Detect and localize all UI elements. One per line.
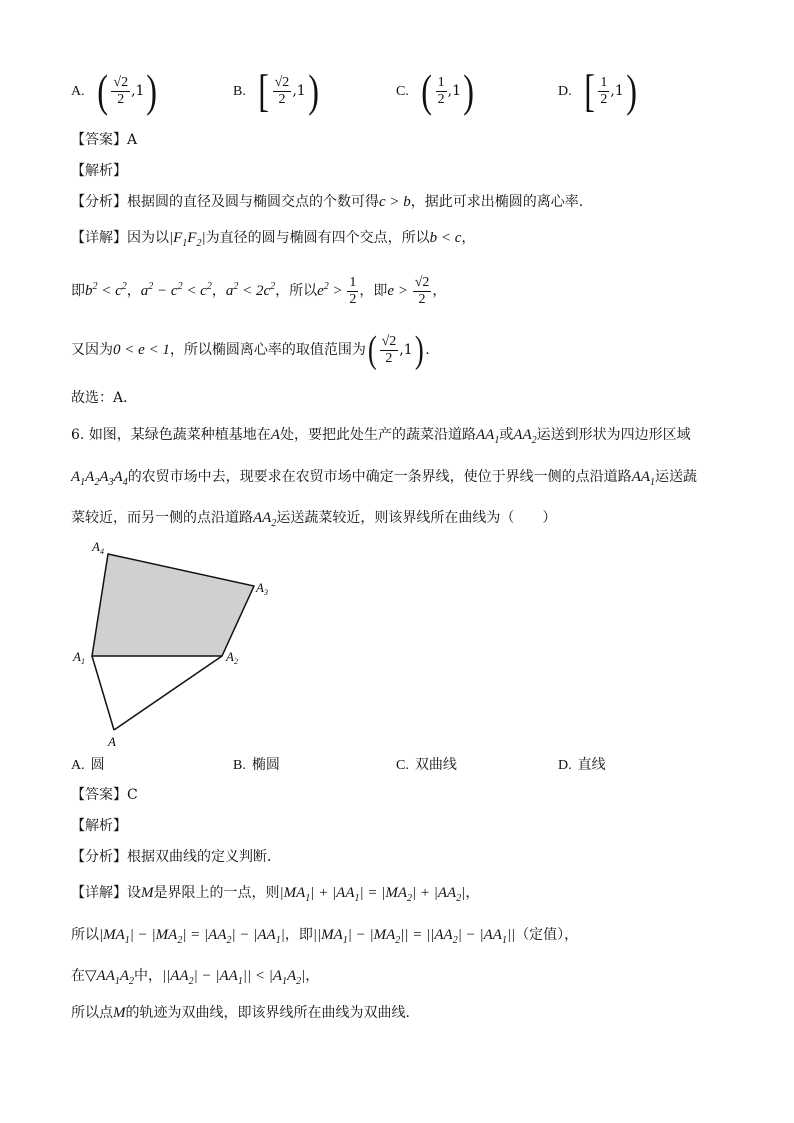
label-a1: $A_1$ xyxy=(73,649,85,666)
q5-option-c[interactable]: C. ( $\frac{1}{2}$ ,1) xyxy=(396,65,475,116)
q5-answer xyxy=(71,130,137,150)
label-a2: $A_2$ xyxy=(226,649,238,666)
q5-option-b[interactable]: B. [ $\frac{√2}{2}$ ,1) xyxy=(233,65,319,116)
q5-conclusion: 故选：A． xyxy=(71,390,138,406)
label-a3: $A_3$ xyxy=(256,580,268,597)
answer-value: C xyxy=(127,787,138,803)
q6-answer: 【答案】C xyxy=(71,787,138,803)
q6-stem-line-2: $A_1A_2A_3A_4$的农贸市场中去，现要求在农贸市场中确定一条界线，使位于界线一侧的点沿道路$AA_1$运送蔬 xyxy=(71,469,698,488)
label-a4: $A_4$ xyxy=(92,539,104,556)
q5-fenxi: 【分析】根据圆的直径及圆与椭圆交点的个数可得c > b，据此可求出椭圆的离心率. xyxy=(71,194,584,210)
q5-detail-line-2: 即$b^2 < c^2$，$a^2 - c^2 < c^2$，$a^2 < 2c^2$，所以$e^2$ > $\frac{1}{2}$ ，即e > $\frac{√2}{2}$ ， xyxy=(71,274,447,307)
q5-analysis-label: 【解析】 xyxy=(71,163,127,179)
question-number: 6. xyxy=(71,427,85,443)
option-letter: B. xyxy=(233,84,246,99)
q5-option-a[interactable]: A. ( $\frac{√2}{2}$ ,1) xyxy=(71,65,158,116)
q6-detail-line-2: 所以$|MA_1| - |MA_2| = |AA_2| - |AA_1|$，即$||MA_1| - |MA_2|| = ||AA_2| - |AA_1||$（定值）， xyxy=(71,927,579,946)
q6-option-c[interactable]: C. 双曲线 xyxy=(396,757,457,773)
option-letter: D. xyxy=(558,84,572,99)
q6-detail-line-1: 【详解】设M是界限上的一点，则$|MA_1| + |AA_1| = |MA_2| + |AA_2|$， xyxy=(71,885,480,904)
q5-detail-line-3: 又因为0 < e < 1，所以椭圆离心率的取值范围为( $\frac{√2}{2}$ ,1) . xyxy=(71,329,430,371)
q6-option-b[interactable]: B. 椭圆 xyxy=(233,757,280,773)
market-region xyxy=(92,554,254,656)
option-letter: C. xyxy=(396,84,409,99)
q6-option-a[interactable]: A. 圆 xyxy=(71,757,105,773)
label-a: A xyxy=(108,734,116,749)
road-aa2 xyxy=(114,656,222,730)
q5-option-d[interactable]: D. [ $\frac{1}{2}$ ,1) xyxy=(558,65,637,116)
q6-stem-line-1: 6. 如图，某绿色蔬菜种植基地在A处，要把此处生产的蔬菜沿道路$AA_1$或$AA_2$运送到形状为四边形区域 xyxy=(71,427,691,446)
option-letter: A. xyxy=(71,84,85,99)
q6-fenxi: 【分析】根据双曲线的定义判断． xyxy=(71,849,281,865)
q6-analysis-label: 【解析】 xyxy=(71,818,127,834)
q6-detail-line-4: 所以点M的轨迹为双曲线，即该界线所在曲线为双曲线． xyxy=(71,1005,420,1021)
road-aa1 xyxy=(92,656,114,730)
q6-option-d[interactable]: D. 直线 xyxy=(558,757,606,773)
q5-detail-line-1: 【详解】因为以$|F_1F_2|$为直径的圆与椭圆有四个交点，所以b < c， xyxy=(71,230,476,249)
q6-detail-line-3: 在$▽AA_1A_2$中，$||AA_2| - |AA_1|| < |A_1A_2|$， xyxy=(71,968,320,987)
quadrilateral-figure xyxy=(66,535,286,750)
answer-value: A xyxy=(127,132,138,148)
answer-label: 【答案】 xyxy=(71,132,127,148)
q6-stem-line-3: 菜较近，而另一侧的点沿道路$AA_2$运送蔬菜较近，则该界线所在曲线为（ ） xyxy=(71,510,557,529)
